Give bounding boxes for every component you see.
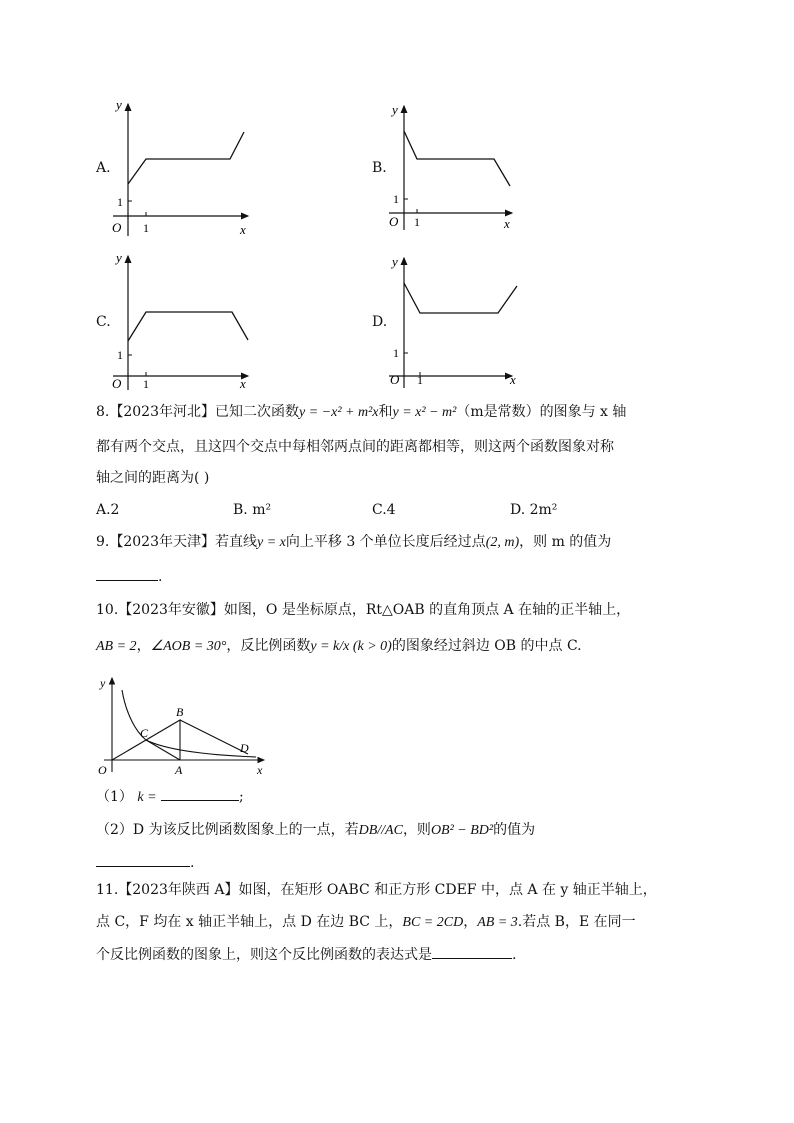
option-d-label: D. bbox=[372, 314, 388, 330]
question-10-part-2 bbox=[96, 820, 535, 841]
question-11-line-2: 点 C，F 均在 x 轴正半轴上，点 D 在边 BC 上，BC = 2CD，AB = 3.若点 B，E 在同一 bbox=[96, 914, 636, 930]
question-8-line-3: 轴之间的距离为( ) bbox=[96, 470, 210, 486]
x-axis-label: x bbox=[240, 222, 246, 237]
tick-y-1: 1 bbox=[117, 195, 123, 209]
q10-sub2-answer-line bbox=[96, 852, 194, 873]
q10-sub1-k: k = bbox=[137, 790, 157, 805]
q10-sub2-tail: 的值为 bbox=[493, 822, 536, 838]
option-c-label: C. bbox=[96, 314, 111, 330]
q10-tail: 的图象经过斜边 OB 的中点 C. bbox=[391, 638, 582, 654]
option-a-label: A. bbox=[96, 160, 111, 176]
q11-line2a: 点 C，F 均在 x 轴正半轴上，点 D 在边 BC 上， bbox=[96, 914, 403, 930]
q10-sub2-expression: OB² − BD² bbox=[430, 823, 494, 838]
origin-label: O bbox=[98, 763, 107, 777]
q8-lead: 8.【2023年河北】已知二次函数 bbox=[96, 404, 299, 420]
q8-option-a: A.2 bbox=[96, 502, 120, 518]
q11-line3: 个反比例函数的图象上，则这个反比例函数的表达式是 bbox=[96, 947, 432, 963]
tick-x-1: 1 bbox=[143, 377, 149, 391]
option-b-label: B. bbox=[372, 160, 387, 176]
tick-x-1: 1 bbox=[143, 221, 149, 235]
y-axis-label: y bbox=[116, 250, 122, 265]
origin-label: O bbox=[390, 372, 400, 387]
question-11-line-3 bbox=[96, 944, 516, 965]
q10-ab: AB = 2 bbox=[96, 639, 137, 654]
tick-y-1: 1 bbox=[117, 348, 123, 362]
q9-answer-line bbox=[96, 566, 162, 587]
q10-sub2-end: . bbox=[190, 855, 195, 871]
q10-figure bbox=[96, 674, 276, 782]
q10-sub2-answer-blank[interactable] bbox=[96, 852, 190, 867]
q11-line2b: .若点 B，E 在同一 bbox=[517, 914, 636, 930]
question-11-line-1: 11.【2023年陕西 A】如图，在矩形 OABC 和正方形 CDEF 中，点 A 在 y 轴正半轴上， bbox=[96, 882, 657, 898]
q11-end: . bbox=[512, 947, 517, 963]
q10-mid: ，反比例函数 bbox=[226, 638, 311, 654]
x-axis-label: x bbox=[240, 376, 246, 391]
function-curve bbox=[128, 132, 244, 184]
q10-sub1-end: ; bbox=[239, 789, 244, 805]
function-curve bbox=[404, 283, 517, 313]
q8-formula-1: y = −x² + m²x bbox=[299, 405, 379, 420]
question-10-line-2: AB = 2，∠AOB = 30°，反比例函数y = k/x (k > 0)的图象经过斜边 OB 的中点 C. bbox=[96, 638, 582, 654]
q8-formula-2: y = x² − m² bbox=[392, 405, 457, 420]
q9-formula: y = x bbox=[257, 535, 286, 550]
q8-tail: （m是常数）的图象与 x 轴 bbox=[456, 404, 627, 420]
q9-answer-blank[interactable] bbox=[96, 566, 158, 581]
q11-answer-blank[interactable] bbox=[432, 944, 512, 959]
graph-a bbox=[108, 96, 258, 241]
question-9-line-1 bbox=[96, 532, 611, 553]
q11-ab: AB = 3 bbox=[477, 915, 518, 930]
q9-end: . bbox=[158, 569, 163, 585]
origin-label: O bbox=[389, 214, 399, 229]
q11-bc: BC = 2CD bbox=[402, 915, 464, 930]
q10-sub1-answer-blank[interactable] bbox=[161, 786, 239, 801]
q9-mid: 向上平移 3 个单位长度后经过点 bbox=[285, 534, 486, 550]
q9-lead: 9.【2023年天津】若直线 bbox=[96, 534, 257, 550]
q8-mid: 和 bbox=[378, 404, 393, 420]
y-axis-label: y bbox=[116, 97, 122, 112]
tick-x-1: 1 bbox=[414, 215, 420, 229]
origin-label: O bbox=[112, 220, 122, 235]
tick-x-1: 1 bbox=[417, 373, 423, 387]
question-8-line-1 bbox=[96, 402, 626, 423]
function-curve bbox=[128, 312, 248, 341]
y-axis-label: y bbox=[392, 102, 398, 117]
graph-b bbox=[384, 100, 524, 235]
origin-label: O bbox=[112, 376, 122, 391]
question-10-line-1: 10.【2023年安徽】如图，O 是坐标原点，Rt△OAB 的直角顶点 A 在轴的正半轴上， bbox=[96, 602, 631, 618]
q10-angle: ∠AOB = 30° bbox=[150, 639, 227, 654]
q10-sub2: （2）D 为该反比例函数图象上的一点，若 bbox=[96, 822, 359, 838]
question-10-part-1 bbox=[96, 786, 244, 808]
point-d-label: D bbox=[240, 741, 249, 755]
q8-option-c: C.4 bbox=[372, 502, 396, 518]
graph-c bbox=[108, 248, 258, 393]
x-axis-label: x bbox=[504, 216, 510, 231]
question-8-line-2: 都有两个交点，且这四个交点中每相邻两点间的距离都相等，则这两个函数图象对称 bbox=[96, 439, 614, 455]
segment-ac bbox=[146, 740, 180, 760]
point-b-label: B bbox=[176, 705, 184, 719]
graph-d bbox=[384, 250, 524, 390]
q10-sub1-label: （1） bbox=[96, 789, 133, 805]
segment-bd bbox=[180, 720, 248, 754]
y-label: y bbox=[100, 676, 106, 690]
y-axis-label: y bbox=[392, 254, 398, 269]
hyperbola-curve bbox=[122, 690, 256, 757]
q8-option-d: D. 2m² bbox=[510, 502, 558, 518]
x-axis-label: x bbox=[510, 372, 516, 387]
tick-y-1: 1 bbox=[393, 192, 399, 206]
point-c-label: C bbox=[140, 726, 149, 740]
q10-sub2-condition: DB//AC bbox=[358, 823, 403, 838]
x-label: x bbox=[257, 763, 263, 777]
q9-point: (2, m) bbox=[485, 535, 520, 550]
tick-y-1: 1 bbox=[393, 346, 399, 360]
point-a-label: A bbox=[175, 763, 183, 777]
q10-function: y = k/x (k > 0) bbox=[310, 639, 392, 654]
q8-option-b: B. m² bbox=[233, 502, 272, 518]
function-curve bbox=[404, 131, 510, 186]
q10-sub2-mid: ，则 bbox=[402, 822, 431, 838]
q9-tail: ，则 m 的值为 bbox=[519, 534, 612, 550]
